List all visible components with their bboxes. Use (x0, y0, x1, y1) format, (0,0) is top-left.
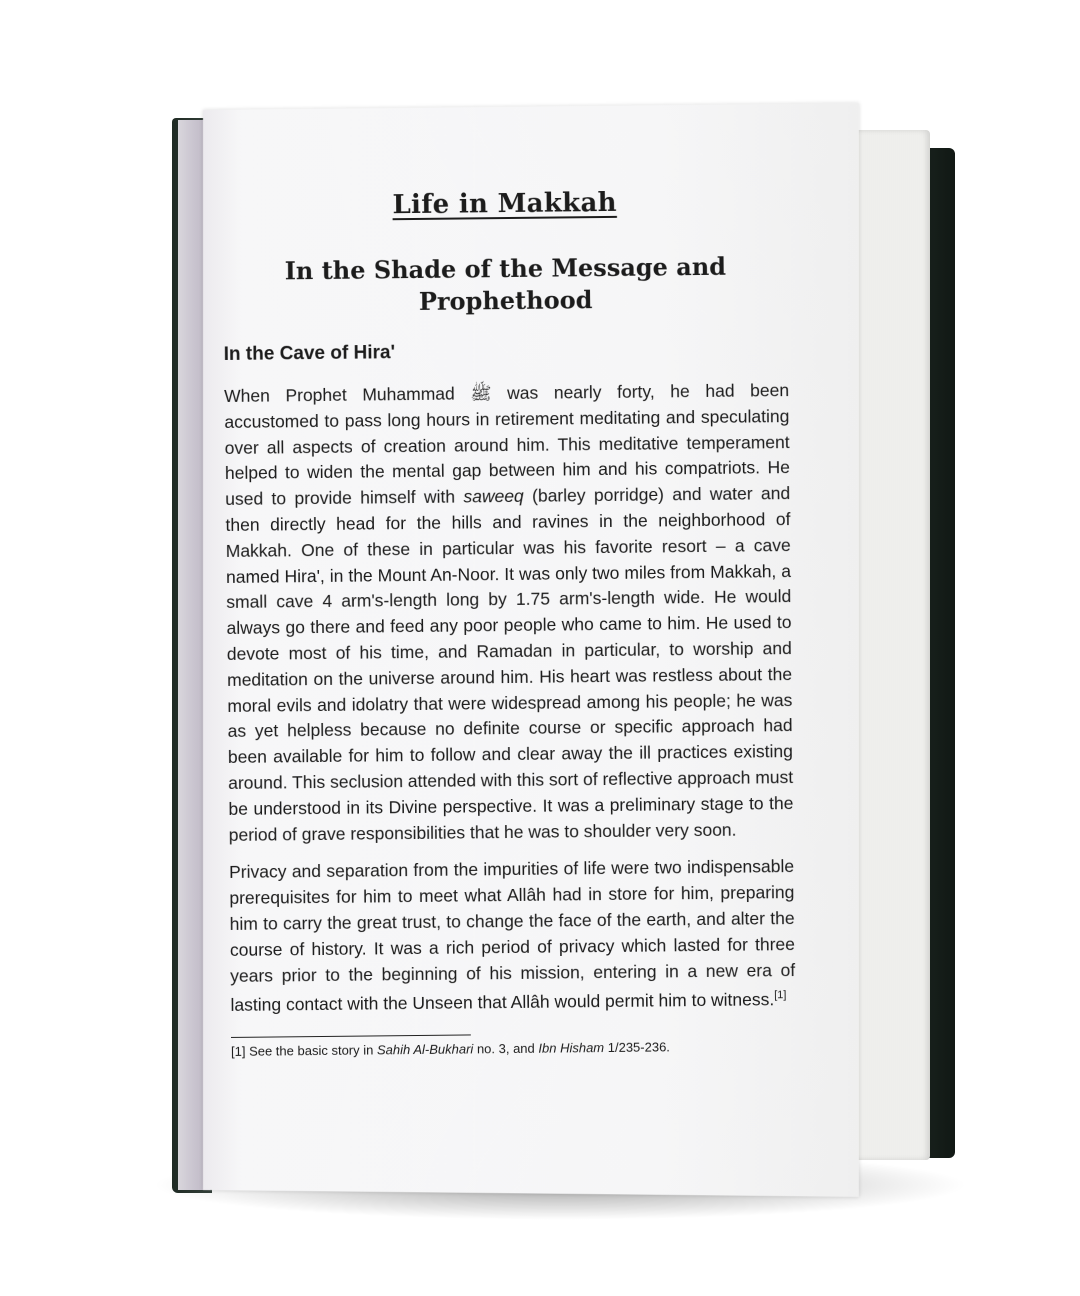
section-title-line2: Prophethood (418, 285, 593, 316)
footnote-text-a: [1] See the basic story in (230, 1042, 378, 1059)
subheading: In the Cave of Hira' (223, 342, 396, 365)
section-title (223, 250, 789, 320)
page-content (222, 186, 796, 1059)
paragraph-2 (229, 854, 796, 1019)
footnote-reference: [1] (774, 989, 787, 1002)
footnote-text-c: 1/235-236. (604, 1039, 670, 1055)
footnote-text-b: no. 3, and (473, 1040, 539, 1057)
paragraph-1-text-a: When Prophet Muhammad ﷺ was nearly forty, he had been accustomed to pass long hours in retirement meditating and speculating over all aspects of creation around him. This meditative temperament helped to widen the mental gap between him and his compatriots. He used to provide himself with (224, 380, 791, 510)
paragraph-2-text: Privacy and separation from the impurities of life were two indispensable prerequisites for him to meet what Allâh had in store for him, preparing him to carry the great trust, to change the face of the earth, and alter the course of history. It was a rich period of privacy which lasted for three years prior to the beginning of his mission, entering in a new era of lasting contact with the Unseen that Allâh would permit him to witness. (229, 856, 796, 1016)
paragraph-1 (224, 378, 794, 848)
section-title-line1: In the Shade of the Message and (284, 251, 727, 286)
footnote-italic-1: Sahih Al-Bukhari (376, 1041, 474, 1058)
chapter-title: Life in Makkah (392, 187, 617, 221)
footnote-divider (231, 1034, 471, 1038)
paragraph-1-text-b: (barley porridge) and water and then directly head for the hills and ravines in the neighborhood of Makkah. One of these in particular was his favorite resort – a cave named Hira', in the Mount An-Noor. It was only two miles from Makkah, a small cave 4 arm's-length long by 1.75 arm's-length wide. He would always go there and feed any poor people who came to him. He used to devote most of his time, and Ramadan in particular, to worship and meditation on the universe around him. His heart was restless about the moral evils and idolatry that were widespread among his people; he was as yet helpless because no definite course or specific approach had been available for him to follow and clear away the ill practices existing around. This seclusion attended with this sort of reflective approach must be understood in its Divine perspective. It was a preliminary stage to the period of grave responsibilities that he was to shoulder very soon. (225, 483, 794, 845)
footnote-italic-2: Ibn Hisham (538, 1039, 605, 1056)
paragraph-1-italic: saweeq (463, 486, 524, 507)
